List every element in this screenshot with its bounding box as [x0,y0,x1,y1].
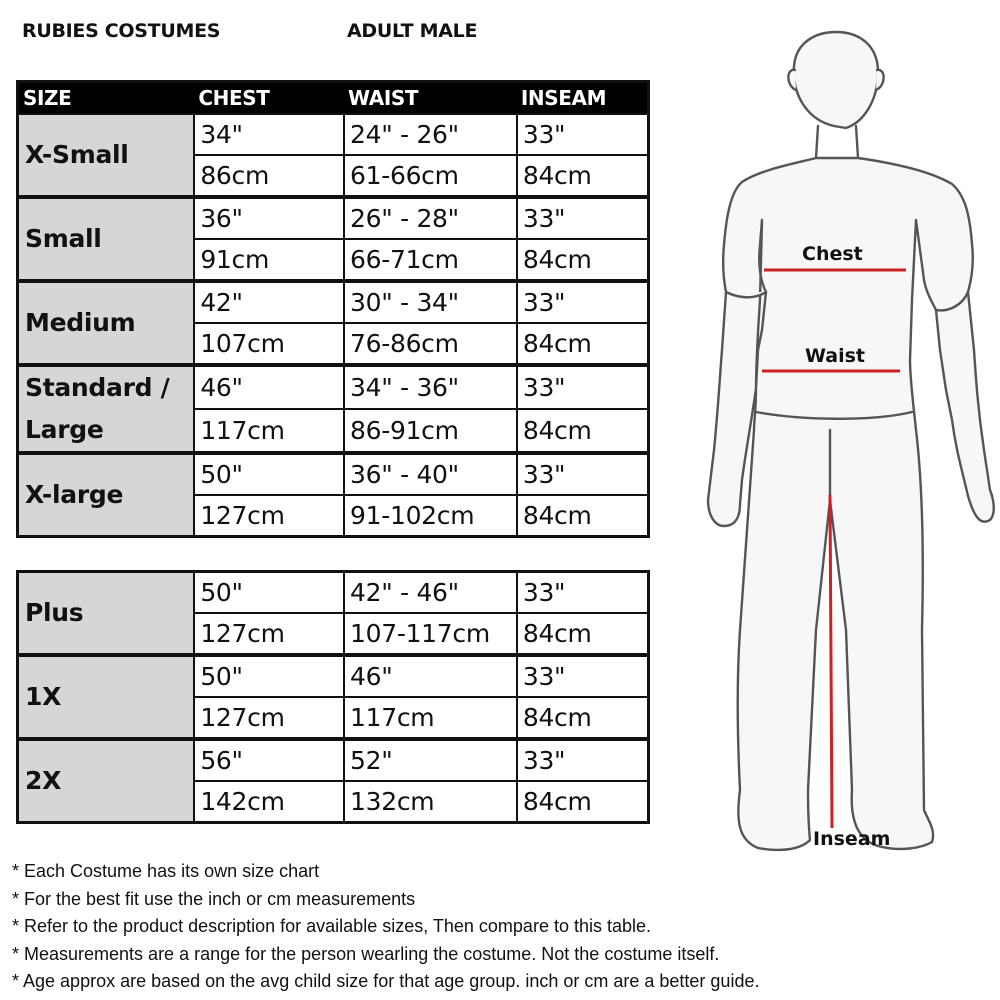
waist-inches: 42" - 46" [344,572,517,614]
chest-cm: 127cm [194,613,344,655]
waist-cm: 61-66cm [344,155,517,197]
inseam-cm: 84cm [517,613,649,655]
inseam-label: Inseam [813,828,891,850]
chest-inches: 50" [194,453,344,495]
waist-cm: 86-91cm [344,409,517,453]
waist-inches: 26" - 28" [344,197,517,239]
inseam-inches: 33" [517,453,649,495]
note-item: * Age approx are based on the avg child size for that age group. inch or cm are a better guide. [12,971,760,991]
waist-inches: 24" - 26" [344,114,517,155]
body-measurement-figure [700,30,1000,870]
chest-cm: 127cm [194,495,344,537]
size-group [18,114,649,197]
note-item: * Each Costume has its own size chart [12,861,320,881]
size-group [18,453,649,537]
size-group [18,197,649,281]
size-group [18,739,649,823]
chest-inches: 42" [194,281,344,323]
inseam-inches: 33" [517,739,649,781]
inseam-inches: 33" [517,655,649,697]
chest-inches: 34" [194,114,344,155]
waist-label: Waist [805,345,866,367]
inseam-inches: 33" [517,197,649,239]
size-name: X-Small [18,114,195,197]
size-table-plus [16,570,650,824]
table-row [18,739,649,781]
size-name: X-large [18,453,195,537]
table-row [18,114,649,155]
chest-label: Chest [802,243,863,265]
size-name: Small [18,197,195,281]
inseam-cm: 84cm [517,239,649,281]
table-row [18,572,649,614]
waist-cm: 117cm [344,697,517,739]
size-name: Standard / Large [18,365,195,453]
size-name: 2X [18,739,195,823]
waist-inches: 34" - 36" [344,365,517,409]
size-table-main [16,80,650,538]
waist-cm: 76-86cm [344,323,517,365]
note-item: * Measurements are a range for the person wearling the costume. Not the costume itself. [12,943,720,964]
table-header-row [18,82,649,115]
brand-title: RUBIES COSTUMES [22,20,221,42]
inseam-inches: 33" [517,365,649,409]
notes-list [12,858,759,996]
waist-inches: 46" [344,655,517,697]
waist-cm: 107-117cm [344,613,517,655]
size-name: 1X [18,655,195,739]
inseam-cm: 84cm [517,155,649,197]
waist-inches: 52" [344,739,517,781]
chest-cm: 91cm [194,239,344,281]
inseam-cm: 84cm [517,495,649,537]
header-waist: WAIST [344,82,517,115]
waist-inches: 36" - 40" [344,453,517,495]
size-group [18,281,649,365]
chest-cm: 117cm [194,409,344,453]
header-chest: CHEST [194,82,344,115]
header-size: SIZE [18,82,195,115]
chest-cm: 142cm [194,781,344,823]
inseam-inches: 33" [517,281,649,323]
waist-cm: 132cm [344,781,517,823]
size-name: Plus [18,572,195,656]
inseam-cm: 84cm [517,781,649,823]
note-item: * For the best fit use the inch or cm measurements [12,888,416,909]
inseam-cm: 84cm [517,323,649,365]
inseam-inches: 33" [517,114,649,155]
chest-inches: 36" [194,197,344,239]
chest-cm: 127cm [194,697,344,739]
size-name: Medium [18,281,195,365]
body-outline [708,32,994,850]
waist-cm: 91-102cm [344,495,517,537]
table-row [18,281,649,323]
size-group [18,655,649,739]
chest-inches: 56" [194,739,344,781]
table-row [18,453,649,495]
inseam-cm: 84cm [517,409,649,453]
chest-inches: 50" [194,572,344,614]
table-row [18,655,649,697]
chest-cm: 107cm [194,323,344,365]
inseam-inches: 33" [517,572,649,614]
header-inseam: INSEAM [517,82,649,115]
inseam-line [830,495,832,828]
note-item: * Refer to the product description for available sizes, Then compare to this table. [12,916,652,936]
table-row [18,365,649,409]
waist-inches: 30" - 34" [344,281,517,323]
category-title: ADULT MALE [347,20,478,42]
chest-inches: 50" [194,655,344,697]
size-group [18,572,649,656]
size-group [18,365,649,453]
chest-cm: 86cm [194,155,344,197]
chest-inches: 46" [194,365,344,409]
table-row [18,197,649,239]
waist-cm: 66-71cm [344,239,517,281]
man-outline-icon [700,30,1000,870]
inseam-cm: 84cm [517,697,649,739]
